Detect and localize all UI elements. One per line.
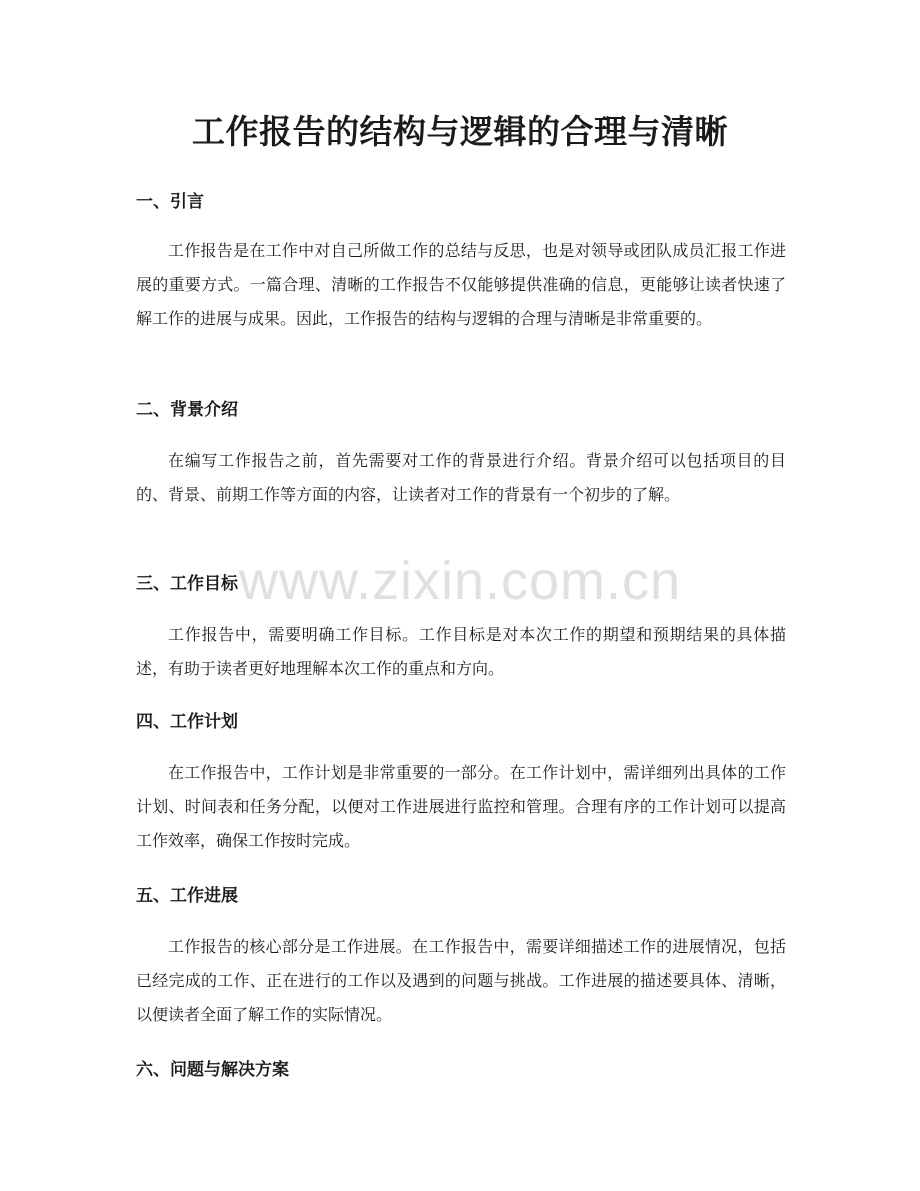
section-heading-plan: 四、工作计划	[136, 712, 238, 732]
section-body-introduction: 工作报告是在工作中对自己所做工作的总结与反思，也是对领导或团队成员汇报工作进展的重要方式。一篇合理、清晰的工作报告不仅能够提供准确的信息，更能够让读者快速了解工作的进展与成果。因此，工作报告的结构与逻辑的合理与清晰是非常重要的。	[136, 241, 786, 328]
document-title: 工作报告的结构与逻辑的合理与清晰	[192, 112, 728, 151]
section-body-progress: 工作报告的核心部分是工作进展。在工作报告中，需要详细描述工作的进展情况，包括已经完成的工作、正在进行的工作以及遇到的问题与挑战。工作进展的描述要具体、清晰，以便读者全面了解工作的实际情况。	[136, 937, 786, 1024]
watermark: www.zixin.com.cn	[238, 551, 682, 611]
section-body-plan: 在工作报告中，工作计划是非常重要的一部分。在工作计划中，需详细列出具体的工作计划、时间表和任务分配，以便对工作进展进行监控和管理。合理有序的工作计划可以提高工作效率，确保工作按时完成。	[136, 763, 786, 850]
section-heading-progress: 五、工作进展	[136, 886, 238, 906]
section-body-background: 在编写工作报告之前，首先需要对工作的背景进行介绍。背景介绍可以包括项目的目的、背景、前期工作等方面的内容，让读者对工作的背景有一个初步的了解。	[136, 451, 786, 504]
section-heading-background: 二、背景介绍	[136, 400, 238, 420]
section-heading-problems: 六、问题与解决方案	[136, 1060, 289, 1080]
section-body-goals: 工作报告中，需要明确工作目标。工作目标是对本次工作的期望和预期结果的具体描述，有助于读者更好地理解本次工作的重点和方向。	[136, 625, 786, 678]
section-heading-goals: 三、工作目标	[136, 574, 238, 594]
section-heading-introduction: 一、引言	[136, 192, 204, 212]
